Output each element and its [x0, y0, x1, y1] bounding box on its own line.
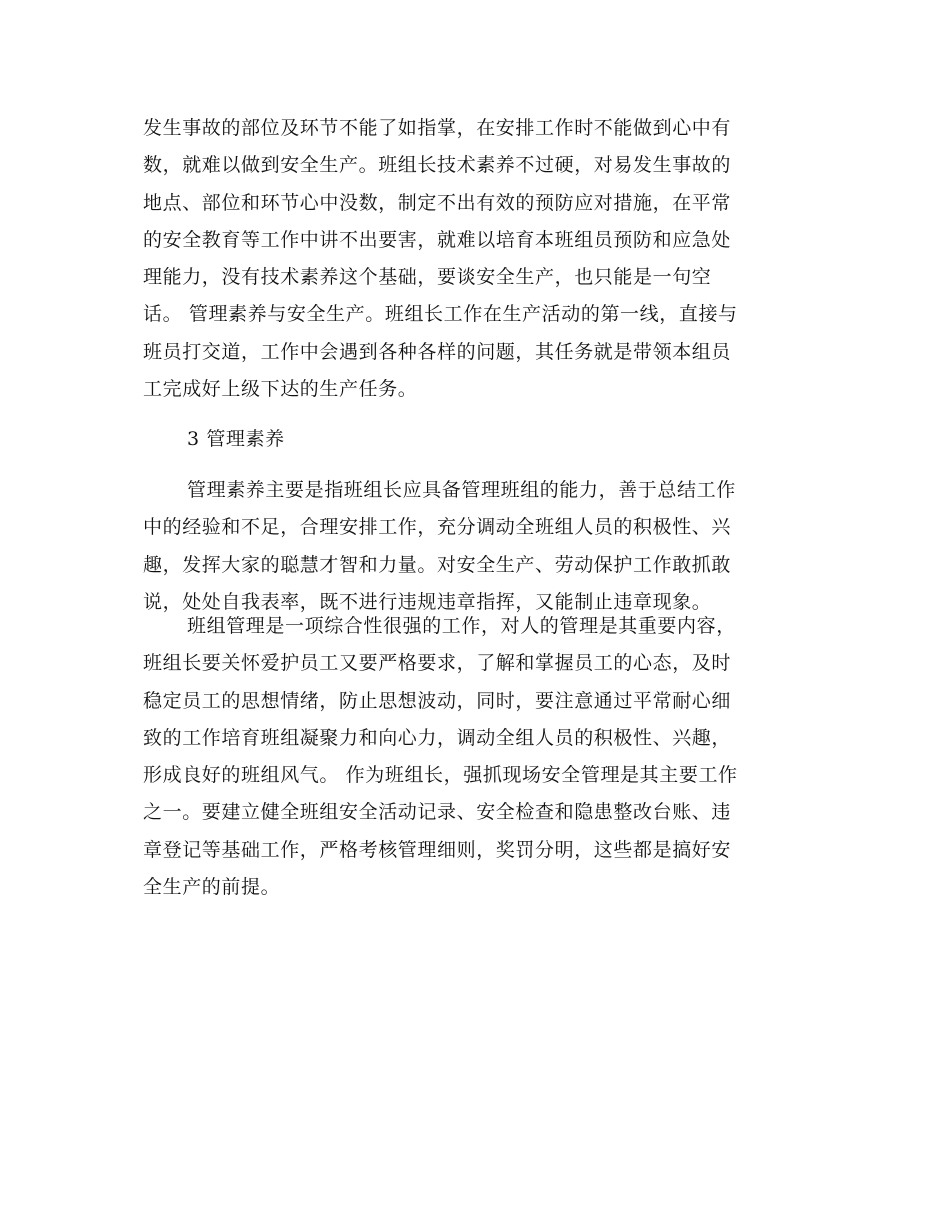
text-line: 致的工作培育班组凝聚力和向心力，调动全组人员的积极性、兴趣， [143, 726, 732, 749]
text-line: 数，就难以做到安全生产。班组长技术素养不过硬，对易发生事故的 [143, 154, 732, 177]
text-line: 中的经验和不足，合理安排工作，充分调动全班组人员的积极性、兴 [143, 516, 732, 539]
text-line: 发生事故的部位及环节不能了如指掌，在安排工作时不能做到心中有 [143, 117, 732, 139]
paragraph-technical-safety [143, 110, 809, 408]
text-line: 章登记等基础工作，严格考核管理细则，奖罚分明，这些都是搞好安 [143, 838, 732, 861]
text-line: 班组管理是一项综合性很强的工作，对人的管理是其重要内容， [187, 615, 736, 637]
text-line: 稳定员工的思想情绪，防止思想波动，同时，要注意通过平常耐心细 [143, 689, 732, 712]
section-heading [187, 421, 853, 458]
text-line: 工完成好上级下达的生产任务。 [143, 378, 418, 401]
text-line: 理能力，没有技术素养这个基础，要谈安全生产，也只能是一句空 [143, 266, 712, 289]
paragraph-team-management [143, 608, 809, 906]
text-line: 班员打交道，工作中会遇到各种各样的问题，其任务就是带领本组员 [143, 340, 732, 363]
text-line: 之一。要建立健全班组安全活动记录、安全检查和隐患整改台账、违 [143, 801, 732, 824]
text-line: 管理素养主要是指班组长应具备管理班组的能力，善于总结工作 [187, 479, 736, 501]
text-line: 趣，发挥大家的聪慧才智和力量。对安全生产、劳动保护工作敢抓敢 [143, 553, 732, 576]
section-heading-text: 3 管理素养 [187, 428, 285, 450]
text-line: 形成良好的班组风气。 作为班组长，强抓现场安全管理是其主要工作 [143, 764, 738, 787]
paragraph-management-definition [143, 472, 809, 621]
text-line: 的安全教育等工作中讲不出要害，就难以培育本班组员预防和应急处 [143, 228, 732, 251]
text-line: 说，处处自我表率，既不进行违规违章指挥，又能制止违章现象。 [143, 590, 712, 613]
text-line: 班组长要关怀爱护员工又要严格要求，了解和掌握员工的心态，及时 [143, 652, 732, 675]
text-line: 全生产的前提。 [143, 876, 281, 899]
text-line: 地点、部位和环节心中没数，制定不出有效的预防应对措施，在平常 [143, 191, 732, 214]
text-line: 话。 管理素养与安全生产。班组长工作在生产活动的第一线，直接与 [143, 303, 738, 326]
